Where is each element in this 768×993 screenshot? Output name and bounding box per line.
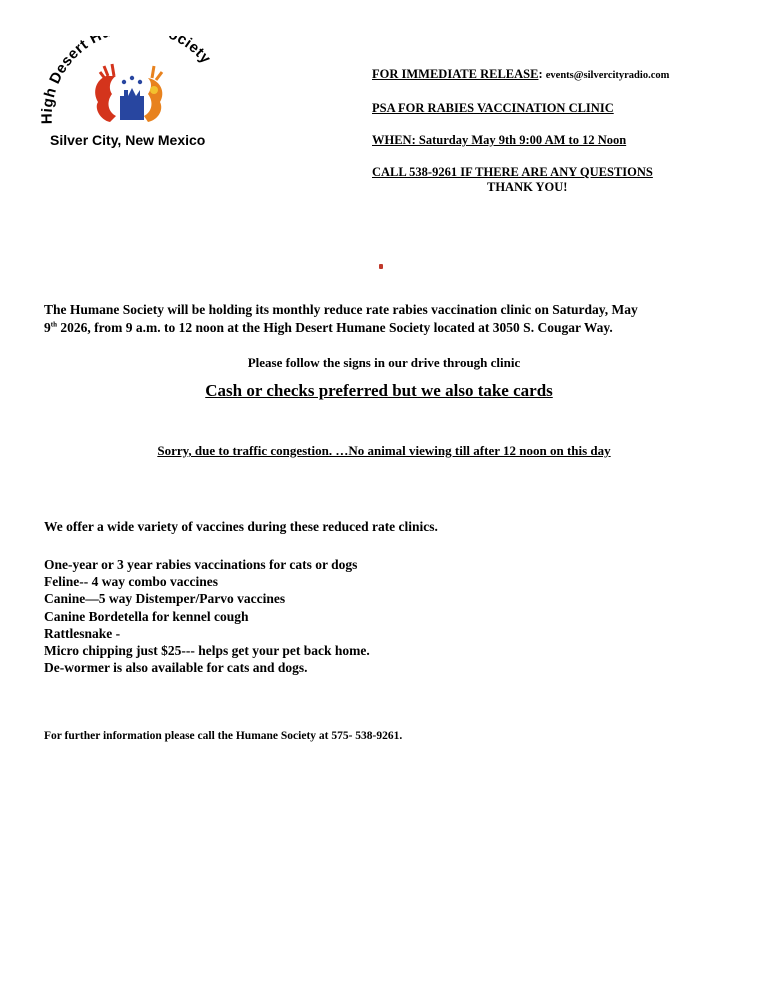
- star-3: [138, 80, 142, 84]
- logo-arc-text: High Desert H ciety: [38, 36, 215, 125]
- orange-figure: [144, 78, 162, 122]
- offer-line: We offer a wide variety of vaccines during these reduced rate clinics.: [44, 519, 438, 534]
- intro-line-2: [44, 320, 613, 336]
- logo-city-name: Silver City, New Mexico: [50, 132, 206, 148]
- humane-society-logo: [34, 36, 234, 156]
- vaccine-item: De-wormer is also available for cats and dogs.: [44, 660, 308, 676]
- vaccine-item: Micro chipping just $25--- helps get your pet back home.: [44, 643, 370, 659]
- intro-day-suffix: th: [50, 320, 57, 329]
- intro-line-1: The Humane Society will be holding its monthly reduce rate rabies vaccination clinic on Saturday, May: [44, 302, 638, 317]
- intro-day: 9: [44, 320, 51, 335]
- follow-signs: Please follow the signs in our drive through clinic: [247, 355, 521, 370]
- further-info: For further information please call the Humane Society at 575- 538-9261.: [44, 730, 403, 742]
- red-bird-figure: [95, 76, 116, 122]
- release-label: FOR IMMEDIATE RELEASE: [372, 67, 539, 81]
- blue-castle-figure: [120, 88, 144, 120]
- payment-note: Cash or checks preferred but we also take cards: [205, 381, 553, 400]
- psa-title: PSA FOR RABIES VACCINATION CLINIC: [372, 101, 614, 115]
- release-email: events@silvercityradio.com: [545, 70, 670, 81]
- thank-you: THANK YOU!: [487, 180, 568, 194]
- vaccine-item: Rattlesnake -: [44, 625, 121, 641]
- vaccine-item: Canine—5 way Distemper/Parvo vaccines: [44, 591, 286, 607]
- intro-line-2-rest: 2026, from 9 a.m. to 12 noon at the High Desert Humane Society located at 3050 S. Cougar Way.: [56, 320, 613, 335]
- star-2: [130, 76, 134, 80]
- star-1: [122, 80, 126, 84]
- logo-graphic: [34, 36, 234, 136]
- yellow-accent: [150, 86, 158, 94]
- orange-flame-marks: [152, 66, 162, 80]
- vaccine-item: One-year or 3 year rabies vaccinations for cats or dogs: [44, 557, 358, 572]
- sorry-note: Sorry, due to traffic congestion. …No animal viewing till after 12 noon on this day: [157, 443, 611, 458]
- vaccine-item: Feline-- 4 way combo vaccines: [44, 574, 218, 590]
- red-dot-mark: [379, 264, 383, 269]
- release-line: [372, 67, 669, 82]
- vaccine-list: [44, 556, 370, 676]
- call-line: CALL 538-9261 IF THERE ARE ANY QUESTIONS: [372, 165, 653, 179]
- vaccine-item: Canine Bordetella for kennel cough: [44, 608, 249, 624]
- when-line: WHEN: Saturday May 9th 9:00 AM to 12 Noon: [372, 133, 627, 147]
- release-sep: :: [538, 67, 543, 81]
